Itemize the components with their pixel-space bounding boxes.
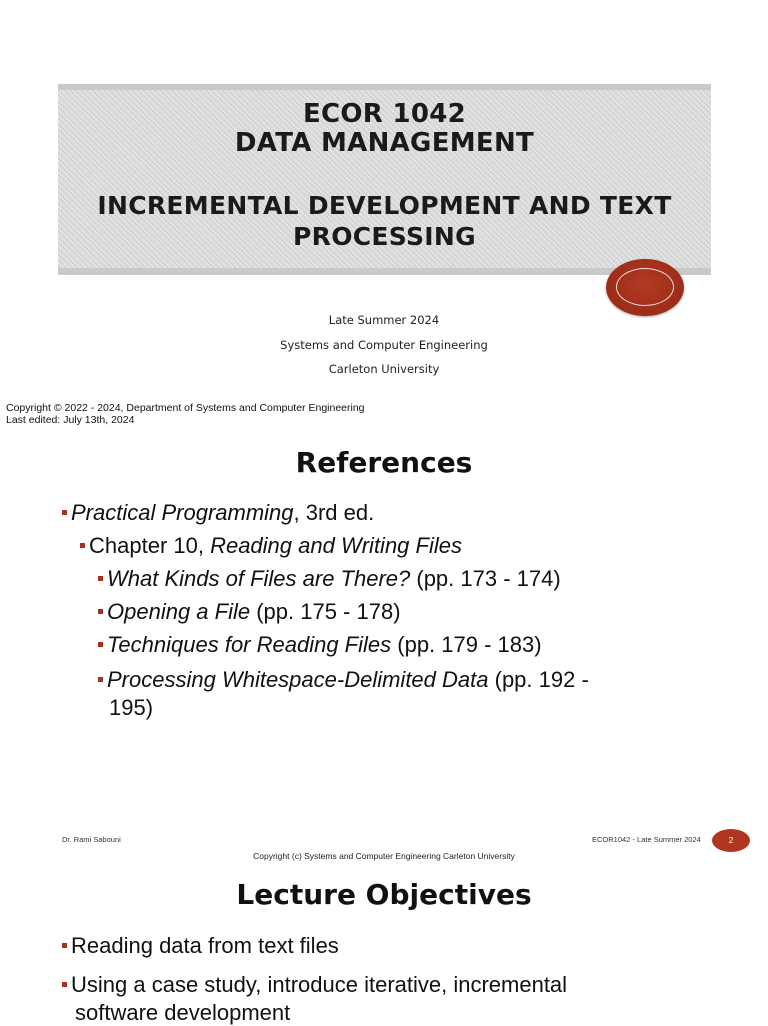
objective-item xyxy=(62,972,567,998)
bullet-icon xyxy=(98,576,103,581)
bullet-icon xyxy=(98,642,103,647)
bullet-icon xyxy=(62,982,67,987)
reference-book xyxy=(62,500,374,526)
university-text: Carleton University xyxy=(328,362,440,376)
chapter-prefix: Chapter 10, xyxy=(89,533,211,558)
references-heading: References xyxy=(295,446,473,479)
term-text: Late Summer 2024 xyxy=(328,313,440,327)
section-pages: (pp. 173 - 174) xyxy=(410,566,561,591)
bullet-icon xyxy=(62,510,67,515)
section-pages-continuation: 195) xyxy=(109,695,154,720)
section-pages: (pp. 175 - 178) xyxy=(250,599,401,624)
last-edited-text: Last edited: July 13th, 2024 xyxy=(6,414,135,426)
objective-text: Reading data from text files xyxy=(71,933,339,958)
lecture-title-line-1: INCREMENTAL DEVELOPMENT AND TEXT xyxy=(97,191,672,220)
reference-section xyxy=(98,632,542,658)
bullet-icon xyxy=(98,677,103,682)
footer-course: ECOR1042 - Late Summer 2024 xyxy=(592,835,701,844)
book-edition: , 3rd ed. xyxy=(293,500,375,525)
course-code: ECOR 1042 xyxy=(302,99,467,129)
reference-section xyxy=(98,566,561,592)
banner-top-edge xyxy=(58,84,711,90)
section-title: Processing Whitespace-Delimited Data xyxy=(107,667,489,692)
section-title: Opening a File xyxy=(107,599,251,624)
course-name: DATA MANAGEMENT xyxy=(234,128,535,158)
page-number-badge: 2 xyxy=(712,829,750,852)
section-title: Techniques for Reading Files xyxy=(107,632,392,657)
copyright-text: Copyright © 2022 - 2024, Department of Systems and Computer Engineering xyxy=(6,402,365,414)
objective-text-continuation: software development xyxy=(75,1000,291,1025)
footer-author: Dr. Rami Sabouni xyxy=(62,835,121,844)
objective-text: Using a case study, introduce iterative, incremental xyxy=(71,972,568,997)
bullet-icon xyxy=(80,543,85,548)
bullet-icon xyxy=(98,609,103,614)
bullet-icon xyxy=(62,943,67,948)
copyright-block xyxy=(6,402,365,426)
objectives-heading: Lecture Objectives xyxy=(236,878,532,911)
footer-copyright: Copyright (c) Systems and Computer Engineering Carleton University xyxy=(253,851,515,861)
chapter-title: Reading and Writing Files xyxy=(210,533,462,558)
section-title: What Kinds of Files are There? xyxy=(107,566,411,591)
book-title: Practical Programming xyxy=(71,500,294,525)
lecture-title-line-2: PROCESSING xyxy=(293,222,476,251)
reference-section xyxy=(98,599,401,625)
section-pages: (pp. 192 - xyxy=(488,667,589,692)
department-text: Systems and Computer Engineering xyxy=(280,338,488,352)
section-pages: (pp. 179 - 183) xyxy=(391,632,542,657)
objective-item xyxy=(62,933,339,959)
decorative-circle-ring xyxy=(616,268,674,306)
reference-chapter xyxy=(80,533,462,559)
reference-section xyxy=(98,667,589,693)
